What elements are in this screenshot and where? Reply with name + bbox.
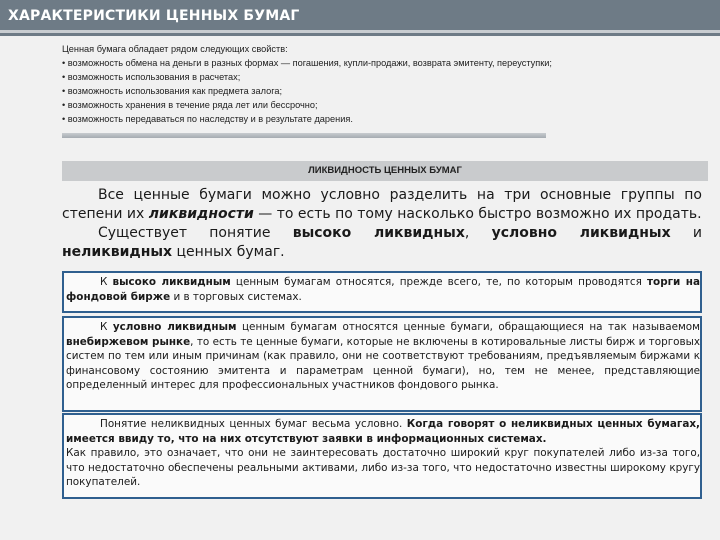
intro-text: — то есть по тому насколько быстро возможно их продать.: [253, 206, 702, 222]
illiquid-box: [62, 413, 702, 499]
property-item: • возможность использования в расчетах;: [62, 72, 241, 82]
liquidity-term: ликвидности: [148, 206, 254, 222]
properties-intro: Ценная бумага обладает рядом следующих свойств:: [62, 44, 288, 54]
intro-text: Все ценные бумаги можно условно разделить на три основные группы по степени их: [62, 187, 702, 222]
title-rule: [0, 30, 720, 33]
term-high-liquid: высоко ликвидных: [292, 225, 465, 241]
box-text-part: Понятие неликвидных ценных бумаг весьма условно.: [100, 418, 407, 430]
property-item: • возможность передаваться по наследству и в результате дарения.: [62, 114, 353, 124]
intro-text: Существует понятие: [98, 225, 293, 241]
box-term: высоко ликвидным: [112, 276, 231, 288]
box-text: [66, 417, 700, 446]
box-term: торги на фондовой бирже: [66, 276, 701, 303]
box-term: условно ликвидным: [112, 321, 237, 333]
property-item: • возможность использования как предмета залога;: [62, 86, 283, 96]
property-item: • возможность хранения в течение ряда лет или бессрочно;: [62, 100, 318, 110]
title-bar: [0, 0, 720, 36]
property-item: • возможность обмена на деньги в разных формах — погашения, купли-продажи, возврата эмитенту, переуступки;: [62, 58, 552, 68]
section-divider: [62, 133, 546, 138]
intro-text: ,: [464, 225, 492, 241]
high-liquidity-box: [62, 271, 702, 313]
conditional-liquidity-box: [62, 316, 702, 412]
properties-list: [62, 42, 682, 126]
box-text: [66, 275, 700, 304]
box-text-part: К: [100, 321, 113, 333]
box-term: внебиржевом рынке: [66, 335, 191, 348]
term-conditional-liquid: условно ликвидных: [491, 225, 671, 241]
box-text-part: , то есть те ценные бумаги, которые не включены в котировальные листы бирж и торговых систем по тем или иным причинам (как правило, они не соответствуют требованиям, предъявляемым биржами к финансовому состоянию эмитента и параметрам ценной бумаги), но, тем не менее, представляющие определенный интерес для профессиональных участников фондового рынка.: [66, 335, 700, 392]
section-header: ЛИКВИДНОСТЬ ЦЕННЫХ БУМАГ: [62, 161, 708, 181]
liquidity-intro: [62, 186, 702, 262]
box-text-part: К: [100, 276, 113, 288]
term-illiquid: неликвидных: [62, 244, 173, 260]
box-term: Когда говорят о неликвидных ценных бумагах, имеется ввиду то, что на них отсутствуют заявки в информационных системах.: [66, 418, 701, 445]
slide-title: ХАРАКТЕРИСТИКИ ЦЕННЫХ БУМАГ: [8, 8, 300, 24]
box-text-part: ценным бумагам относятся, прежде всего, те, по которым проводятся: [230, 276, 648, 288]
box-text: Как правило, это означает, что они не заинтересовать достаточно широкий круг покупателей либо из-за того, что недостаточно обеспечены реальными активами, либо из-за того, что недостаточно известны широкому кругу покупателей.: [66, 447, 700, 489]
intro-paragraph: [62, 224, 702, 262]
box-text-part: и в торговых системах.: [170, 290, 302, 303]
intro-text: и: [670, 225, 702, 241]
box-text-part: ценным бумагам относятся ценные бумаги, обращающиеся на так называемом: [236, 321, 701, 333]
box-text: [66, 320, 700, 393]
intro-text: ценных бумаг.: [172, 244, 285, 260]
intro-paragraph: [62, 186, 702, 224]
